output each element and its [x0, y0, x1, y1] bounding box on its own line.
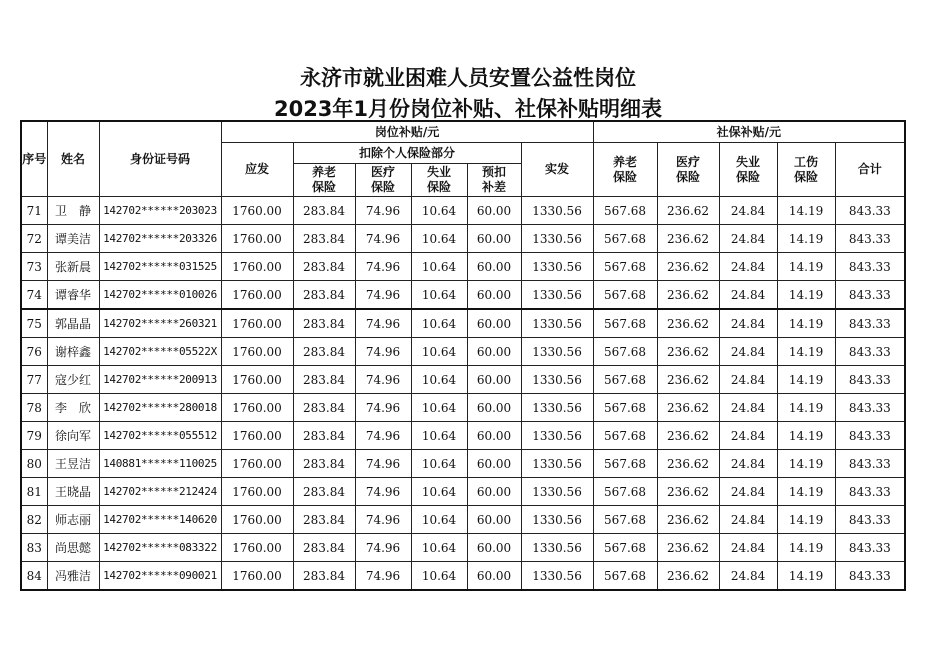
cell-pension: 283.84 [293, 394, 355, 422]
cell-social-injury: 14.19 [777, 394, 835, 422]
cell-social-injury: 14.19 [777, 422, 835, 450]
cell-social-unemployment: 24.84 [719, 450, 777, 478]
cell-social-unemployment: 24.84 [719, 253, 777, 281]
cell-total: 843.33 [835, 562, 905, 591]
cell-actual: 1330.56 [521, 394, 593, 422]
cell-name: 寇少红 [47, 366, 99, 394]
header-deduct: 扣除个人保险部分 [293, 143, 521, 164]
cell-total: 843.33 [835, 394, 905, 422]
cell-total: 843.33 [835, 225, 905, 253]
cell-social-unemployment: 24.84 [719, 225, 777, 253]
cell-id: 142702******260321 [99, 309, 221, 338]
cell-name: 郭晶晶 [47, 309, 99, 338]
cell-pension: 283.84 [293, 225, 355, 253]
header-name: 姓名 [47, 121, 99, 197]
cell-name: 徐向军 [47, 422, 99, 450]
cell-unemployment: 10.64 [411, 534, 467, 562]
cell-due: 1760.00 [221, 197, 293, 225]
cell-social-pension: 567.68 [593, 253, 657, 281]
cell-actual: 1330.56 [521, 197, 593, 225]
cell-due: 1760.00 [221, 478, 293, 506]
cell-social-injury: 14.19 [777, 450, 835, 478]
cell-seq: 83 [21, 534, 47, 562]
cell-seq: 76 [21, 338, 47, 366]
cell-advance: 60.00 [467, 338, 521, 366]
cell-pension: 283.84 [293, 338, 355, 366]
cell-unemployment: 10.64 [411, 309, 467, 338]
cell-medical: 74.96 [355, 562, 411, 591]
cell-due: 1760.00 [221, 366, 293, 394]
header-id: 身份证号码 [99, 121, 221, 197]
document-title-line2: 2023年1月份岗位补贴、社保补贴明细表 [273, 97, 663, 121]
cell-unemployment: 10.64 [411, 197, 467, 225]
cell-social-injury: 14.19 [777, 478, 835, 506]
cell-due: 1760.00 [221, 309, 293, 338]
cell-seq: 74 [21, 281, 47, 310]
cell-pension: 283.84 [293, 534, 355, 562]
cell-social-pension: 567.68 [593, 394, 657, 422]
cell-pension: 283.84 [293, 309, 355, 338]
cell-social-injury: 14.19 [777, 338, 835, 366]
cell-social-medical: 236.62 [657, 281, 719, 310]
header-post-subsidy: 岗位补贴/元 [221, 121, 593, 143]
header-total: 合计 [835, 143, 905, 197]
cell-unemployment: 10.64 [411, 478, 467, 506]
cell-actual: 1330.56 [521, 253, 593, 281]
cell-unemployment: 10.64 [411, 506, 467, 534]
cell-unemployment: 10.64 [411, 225, 467, 253]
cell-advance: 60.00 [467, 309, 521, 338]
cell-name: 李 欣 [47, 394, 99, 422]
header-social-injury: 工伤 保险 [777, 143, 835, 197]
cell-due: 1760.00 [221, 225, 293, 253]
cell-social-injury: 14.19 [777, 309, 835, 338]
cell-medical: 74.96 [355, 309, 411, 338]
cell-actual: 1330.56 [521, 309, 593, 338]
cell-social-pension: 567.68 [593, 281, 657, 310]
header-unemployment: 失业 保险 [411, 164, 467, 197]
cell-id: 142702******212424 [99, 478, 221, 506]
table-row [21, 366, 905, 394]
table-body [21, 197, 905, 591]
cell-social-pension: 567.68 [593, 450, 657, 478]
header-seq: 序号 [21, 121, 47, 197]
cell-medical: 74.96 [355, 534, 411, 562]
cell-advance: 60.00 [467, 534, 521, 562]
cell-social-pension: 567.68 [593, 197, 657, 225]
table-row [21, 281, 905, 310]
cell-id: 142702******203023 [99, 197, 221, 225]
table-row [21, 422, 905, 450]
cell-advance: 60.00 [467, 197, 521, 225]
cell-social-unemployment: 24.84 [719, 394, 777, 422]
cell-seq: 84 [21, 562, 47, 591]
cell-social-unemployment: 24.84 [719, 281, 777, 310]
table-row [21, 534, 905, 562]
cell-id: 142702******200913 [99, 366, 221, 394]
cell-social-unemployment: 24.84 [719, 562, 777, 591]
cell-pension: 283.84 [293, 450, 355, 478]
cell-total: 843.33 [835, 534, 905, 562]
cell-seq: 71 [21, 197, 47, 225]
cell-advance: 60.00 [467, 506, 521, 534]
cell-medical: 74.96 [355, 394, 411, 422]
cell-actual: 1330.56 [521, 450, 593, 478]
cell-advance: 60.00 [467, 225, 521, 253]
header-medical: 医疗 保险 [355, 164, 411, 197]
cell-unemployment: 10.64 [411, 366, 467, 394]
cell-advance: 60.00 [467, 366, 521, 394]
cell-seq: 81 [21, 478, 47, 506]
cell-social-medical: 236.62 [657, 534, 719, 562]
cell-due: 1760.00 [221, 450, 293, 478]
cell-unemployment: 10.64 [411, 562, 467, 591]
table-row [21, 253, 905, 281]
cell-name: 谢梓鑫 [47, 338, 99, 366]
cell-social-pension: 567.68 [593, 309, 657, 338]
cell-social-injury: 14.19 [777, 506, 835, 534]
cell-social-injury: 14.19 [777, 253, 835, 281]
cell-total: 843.33 [835, 197, 905, 225]
table-row [21, 309, 905, 338]
document-title-line1: 永济市就业困难人员安置公益性岗位 [300, 66, 636, 90]
cell-seq: 82 [21, 506, 47, 534]
header-social-unemployment: 失业 保险 [719, 143, 777, 197]
cell-social-pension: 567.68 [593, 562, 657, 591]
cell-unemployment: 10.64 [411, 253, 467, 281]
cell-social-unemployment: 24.84 [719, 338, 777, 366]
cell-seq: 75 [21, 309, 47, 338]
cell-advance: 60.00 [467, 394, 521, 422]
cell-total: 843.33 [835, 506, 905, 534]
cell-social-unemployment: 24.84 [719, 534, 777, 562]
cell-due: 1760.00 [221, 422, 293, 450]
cell-actual: 1330.56 [521, 562, 593, 591]
cell-name: 卫 静 [47, 197, 99, 225]
cell-advance: 60.00 [467, 478, 521, 506]
table-row [21, 506, 905, 534]
cell-social-medical: 236.62 [657, 253, 719, 281]
cell-social-unemployment: 24.84 [719, 478, 777, 506]
cell-pension: 283.84 [293, 506, 355, 534]
cell-actual: 1330.56 [521, 534, 593, 562]
cell-medical: 74.96 [355, 197, 411, 225]
cell-id: 142702******010026 [99, 281, 221, 310]
cell-due: 1760.00 [221, 534, 293, 562]
cell-name: 师志丽 [47, 506, 99, 534]
cell-social-pension: 567.68 [593, 534, 657, 562]
cell-social-medical: 236.62 [657, 450, 719, 478]
cell-actual: 1330.56 [521, 506, 593, 534]
cell-id: 142702******140620 [99, 506, 221, 534]
cell-social-medical: 236.62 [657, 225, 719, 253]
cell-medical: 74.96 [355, 506, 411, 534]
subsidy-detail-table [20, 120, 906, 591]
table-row [21, 338, 905, 366]
cell-social-medical: 236.62 [657, 394, 719, 422]
cell-social-medical: 236.62 [657, 422, 719, 450]
cell-advance: 60.00 [467, 422, 521, 450]
cell-medical: 74.96 [355, 422, 411, 450]
cell-medical: 74.96 [355, 281, 411, 310]
header-social-medical: 医疗 保险 [657, 143, 719, 197]
cell-seq: 72 [21, 225, 47, 253]
cell-seq: 78 [21, 394, 47, 422]
cell-advance: 60.00 [467, 253, 521, 281]
cell-due: 1760.00 [221, 394, 293, 422]
cell-total: 843.33 [835, 366, 905, 394]
cell-total: 843.33 [835, 253, 905, 281]
cell-total: 843.33 [835, 309, 905, 338]
table-row [21, 225, 905, 253]
cell-total: 843.33 [835, 422, 905, 450]
cell-social-pension: 567.68 [593, 225, 657, 253]
cell-name: 王晓晶 [47, 478, 99, 506]
table-row [21, 478, 905, 506]
cell-social-medical: 236.62 [657, 338, 719, 366]
cell-unemployment: 10.64 [411, 422, 467, 450]
cell-name: 尚思懿 [47, 534, 99, 562]
cell-unemployment: 10.64 [411, 281, 467, 310]
cell-pension: 283.84 [293, 281, 355, 310]
cell-social-pension: 567.68 [593, 422, 657, 450]
cell-social-injury: 14.19 [777, 534, 835, 562]
cell-social-pension: 567.68 [593, 366, 657, 394]
cell-medical: 74.96 [355, 478, 411, 506]
cell-id: 142702******055512 [99, 422, 221, 450]
cell-social-pension: 567.68 [593, 338, 657, 366]
cell-actual: 1330.56 [521, 422, 593, 450]
cell-social-injury: 14.19 [777, 225, 835, 253]
cell-medical: 74.96 [355, 225, 411, 253]
cell-social-medical: 236.62 [657, 506, 719, 534]
header-due: 应发 [221, 143, 293, 197]
cell-medical: 74.96 [355, 366, 411, 394]
cell-pension: 283.84 [293, 478, 355, 506]
cell-name: 张新晨 [47, 253, 99, 281]
cell-id: 142702******05522X [99, 338, 221, 366]
cell-social-unemployment: 24.84 [719, 366, 777, 394]
table-row [21, 562, 905, 591]
cell-due: 1760.00 [221, 253, 293, 281]
cell-actual: 1330.56 [521, 225, 593, 253]
cell-social-pension: 567.68 [593, 506, 657, 534]
cell-id: 142702******090021 [99, 562, 221, 591]
cell-social-pension: 567.68 [593, 478, 657, 506]
header-pension: 养老 保险 [293, 164, 355, 197]
cell-due: 1760.00 [221, 338, 293, 366]
cell-seq: 77 [21, 366, 47, 394]
cell-actual: 1330.56 [521, 338, 593, 366]
cell-social-injury: 14.19 [777, 562, 835, 591]
cell-advance: 60.00 [467, 281, 521, 310]
cell-medical: 74.96 [355, 253, 411, 281]
cell-id: 142702******280018 [99, 394, 221, 422]
cell-seq: 80 [21, 450, 47, 478]
cell-due: 1760.00 [221, 506, 293, 534]
cell-id: 142702******083322 [99, 534, 221, 562]
cell-unemployment: 10.64 [411, 394, 467, 422]
cell-social-unemployment: 24.84 [719, 506, 777, 534]
cell-medical: 74.96 [355, 450, 411, 478]
cell-social-unemployment: 24.84 [719, 309, 777, 338]
cell-social-medical: 236.62 [657, 309, 719, 338]
cell-social-medical: 236.62 [657, 562, 719, 591]
cell-total: 843.33 [835, 338, 905, 366]
table-row [21, 197, 905, 225]
cell-advance: 60.00 [467, 450, 521, 478]
cell-name: 谭睿华 [47, 281, 99, 310]
cell-advance: 60.00 [467, 562, 521, 591]
cell-id: 140881******110025 [99, 450, 221, 478]
cell-actual: 1330.56 [521, 366, 593, 394]
header-advance: 预扣 补差 [467, 164, 521, 197]
cell-seq: 79 [21, 422, 47, 450]
header-social-pension: 养老 保险 [593, 143, 657, 197]
table-row [21, 450, 905, 478]
cell-pension: 283.84 [293, 422, 355, 450]
cell-pension: 283.84 [293, 562, 355, 591]
cell-total: 843.33 [835, 450, 905, 478]
cell-id: 142702******031525 [99, 253, 221, 281]
cell-pension: 283.84 [293, 197, 355, 225]
cell-pension: 283.84 [293, 366, 355, 394]
cell-social-injury: 14.19 [777, 366, 835, 394]
cell-total: 843.33 [835, 281, 905, 310]
cell-social-injury: 14.19 [777, 281, 835, 310]
cell-social-medical: 236.62 [657, 478, 719, 506]
cell-social-medical: 236.62 [657, 366, 719, 394]
cell-social-unemployment: 24.84 [719, 422, 777, 450]
cell-unemployment: 10.64 [411, 450, 467, 478]
table-row [21, 394, 905, 422]
cell-id: 142702******203326 [99, 225, 221, 253]
cell-due: 1760.00 [221, 562, 293, 591]
cell-actual: 1330.56 [521, 281, 593, 310]
cell-unemployment: 10.64 [411, 338, 467, 366]
cell-name: 谭美洁 [47, 225, 99, 253]
cell-medical: 74.96 [355, 338, 411, 366]
cell-pension: 283.84 [293, 253, 355, 281]
cell-social-unemployment: 24.84 [719, 197, 777, 225]
cell-actual: 1330.56 [521, 478, 593, 506]
cell-name: 王昱洁 [47, 450, 99, 478]
cell-name: 冯雅洁 [47, 562, 99, 591]
header-social-subsidy: 社保补贴/元 [593, 121, 905, 143]
cell-social-injury: 14.19 [777, 197, 835, 225]
cell-total: 843.33 [835, 478, 905, 506]
cell-seq: 73 [21, 253, 47, 281]
header-actual: 实发 [521, 143, 593, 197]
cell-due: 1760.00 [221, 281, 293, 310]
cell-social-medical: 236.62 [657, 197, 719, 225]
